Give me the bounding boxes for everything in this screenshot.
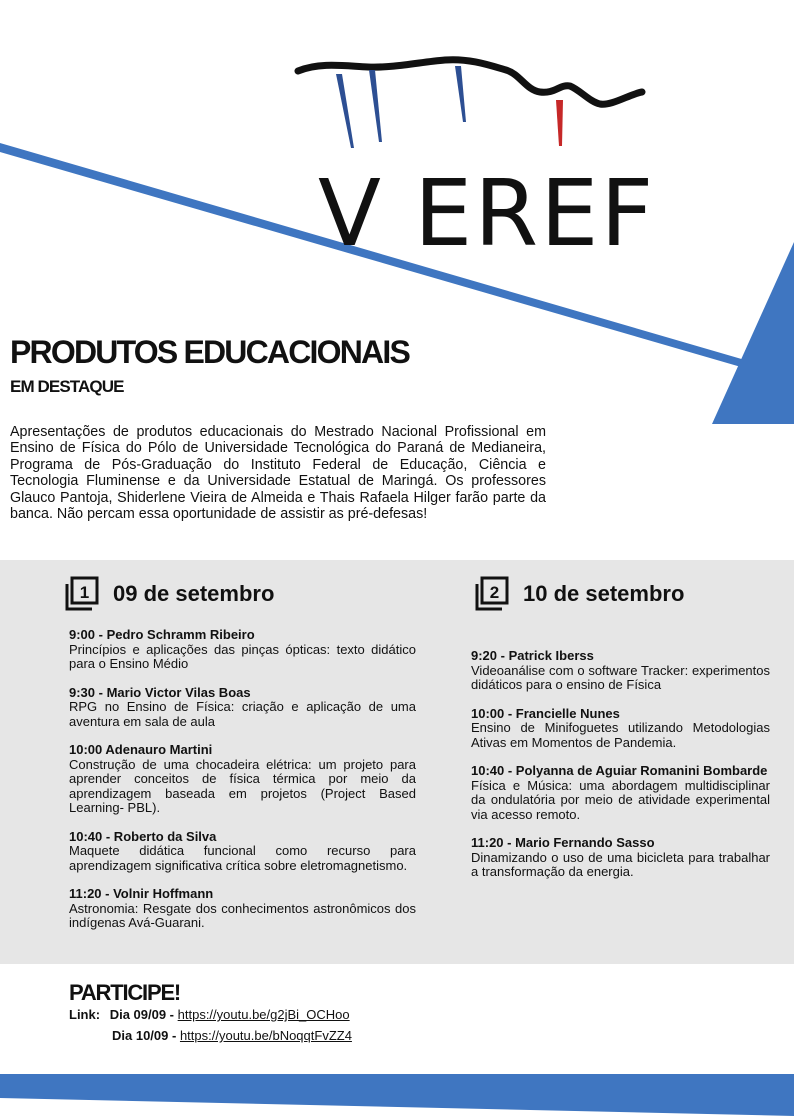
talk-desc: Astronomia: Resgate dos conhecimentos astronômicos dos indígenas Avá-Guarani. <box>69 900 416 930</box>
day-title-2: 10 de setembro <box>523 581 685 606</box>
link-label: Link: <box>69 1007 101 1022</box>
talk-desc: RPG no Ensino de Física: criação e aplicação de uma aventura em sala de aula <box>69 699 416 729</box>
link-row-2 <box>112 1028 352 1043</box>
logo-stroke-blue-1 <box>336 74 354 148</box>
link-day-label-1: Dia 09/09 - <box>109 1007 175 1022</box>
page-subtitle: EM DESTAQUE <box>10 377 124 396</box>
talk-desc: Física e Música: uma abordagem multidisciplinar da ondulatória por meio de atividade experimental via acesso remoto. <box>471 777 770 822</box>
talk-desc: Princípios e aplicações das pinças ópticas: texto didático para o Ensino Médio <box>69 641 416 671</box>
talk-item <box>471 649 770 693</box>
youtube-link-10-09[interactable]: https://youtu.be/bNoqqtFvZZ4 <box>179 1028 352 1043</box>
calendar-2-icon <box>473 576 509 612</box>
calendar-1-icon <box>63 576 99 612</box>
talk-head: 10:00 Adenauro Martini <box>69 742 213 757</box>
day-2-talks <box>471 649 770 894</box>
link-day-label-2: Dia 10/09 - <box>112 1028 177 1043</box>
logo-text: V EREF <box>318 160 656 267</box>
youtube-link-09-09[interactable]: https://youtu.be/g2jBi_OCHoo <box>177 1007 350 1022</box>
participe-section <box>0 964 794 1074</box>
participe-title: PARTICIPE! <box>69 980 181 1005</box>
talk-desc: Construção de uma chocadeira elétrica: um projeto para aprender conceitos de física térmica por meio da aprendizagem baseada em projetos (Project Based Learning- PBL). <box>69 756 416 815</box>
logo-wave <box>298 60 642 105</box>
talk-item <box>471 836 770 880</box>
svg-text:2: 2 <box>489 583 500 602</box>
logo-stroke-blue-2 <box>369 70 382 142</box>
blue-triangle <box>712 242 794 424</box>
talk-head: 9:00 - Pedro Schramm Ribeiro <box>69 627 255 642</box>
talk-item <box>69 830 416 874</box>
talk-desc: Dinamizando o uso de uma bicicleta para trabalhar a transformação da energia. <box>471 849 770 879</box>
footer <box>0 1074 794 1116</box>
talk-item <box>69 887 416 931</box>
talk-head: 10:40 - Roberto da Silva <box>69 828 217 844</box>
talk-item <box>69 686 416 730</box>
talk-head: 9:20 - Patrick Iberss <box>471 648 594 663</box>
talk-head: 11:20 - Volnir Hoffmann <box>69 886 214 901</box>
talk-head: 11:20 - Mario Fernando Sasso <box>471 835 655 850</box>
talk-item <box>471 764 770 822</box>
schedule-section <box>0 560 794 964</box>
talk-head: 9:30 - Mario Victor Vilas Boas <box>69 684 251 700</box>
talk-item <box>471 707 770 751</box>
footer-graphics <box>0 1074 794 1116</box>
logo-stroke-blue-3 <box>455 66 466 122</box>
page-title: PRODUTOS EDUCACIONAIS <box>10 334 409 370</box>
talk-head: 10:00 - Francielle Nunes <box>471 705 620 721</box>
link-row-1 <box>69 1007 350 1022</box>
day-header-2 <box>473 576 684 612</box>
talk-item <box>69 628 416 672</box>
talk-item <box>69 743 416 816</box>
day-1-talks <box>69 628 416 945</box>
talk-desc: Videoanálise com o software Tracker: experimentos didáticos para o ensino de Física <box>471 662 770 692</box>
svg-text:1: 1 <box>79 583 90 602</box>
logo-stroke-red <box>556 100 563 146</box>
talk-desc: Ensino de Minifoguetes utilizando Metodologias Ativas em Momentos de Pandemia. <box>471 720 770 750</box>
intro-paragraph: Apresentações de produtos educacionais do Mestrado Nacional Profissional em Ensino de Física do Pólo de Universidade Tecnológica do Paraná de Medianeira, Programa de Pós-Graduação do Instituto Federal de Educação, Ciência e Tecnologia Fluminense e da Universidade Estatual de Maringá. Os professores Glauco Pantoja, Shiderlene Vieira de Almeida e Thais Rafaela Hilger farão parte da banca. Não percam essa oportunidade de assistir as pré-defesas! <box>10 424 546 523</box>
talk-desc: Maquete didática funcional como recurso para aprendizagem significativa crítica sobre eletromagnetismo. <box>69 843 416 873</box>
talk-head: 10:40 - Polyanna de Aguiar Romanini Bombarde <box>471 763 768 778</box>
day-header-1 <box>63 576 274 612</box>
footer-blue-band <box>0 1074 794 1116</box>
day-title-1: 09 de setembro <box>113 581 275 606</box>
